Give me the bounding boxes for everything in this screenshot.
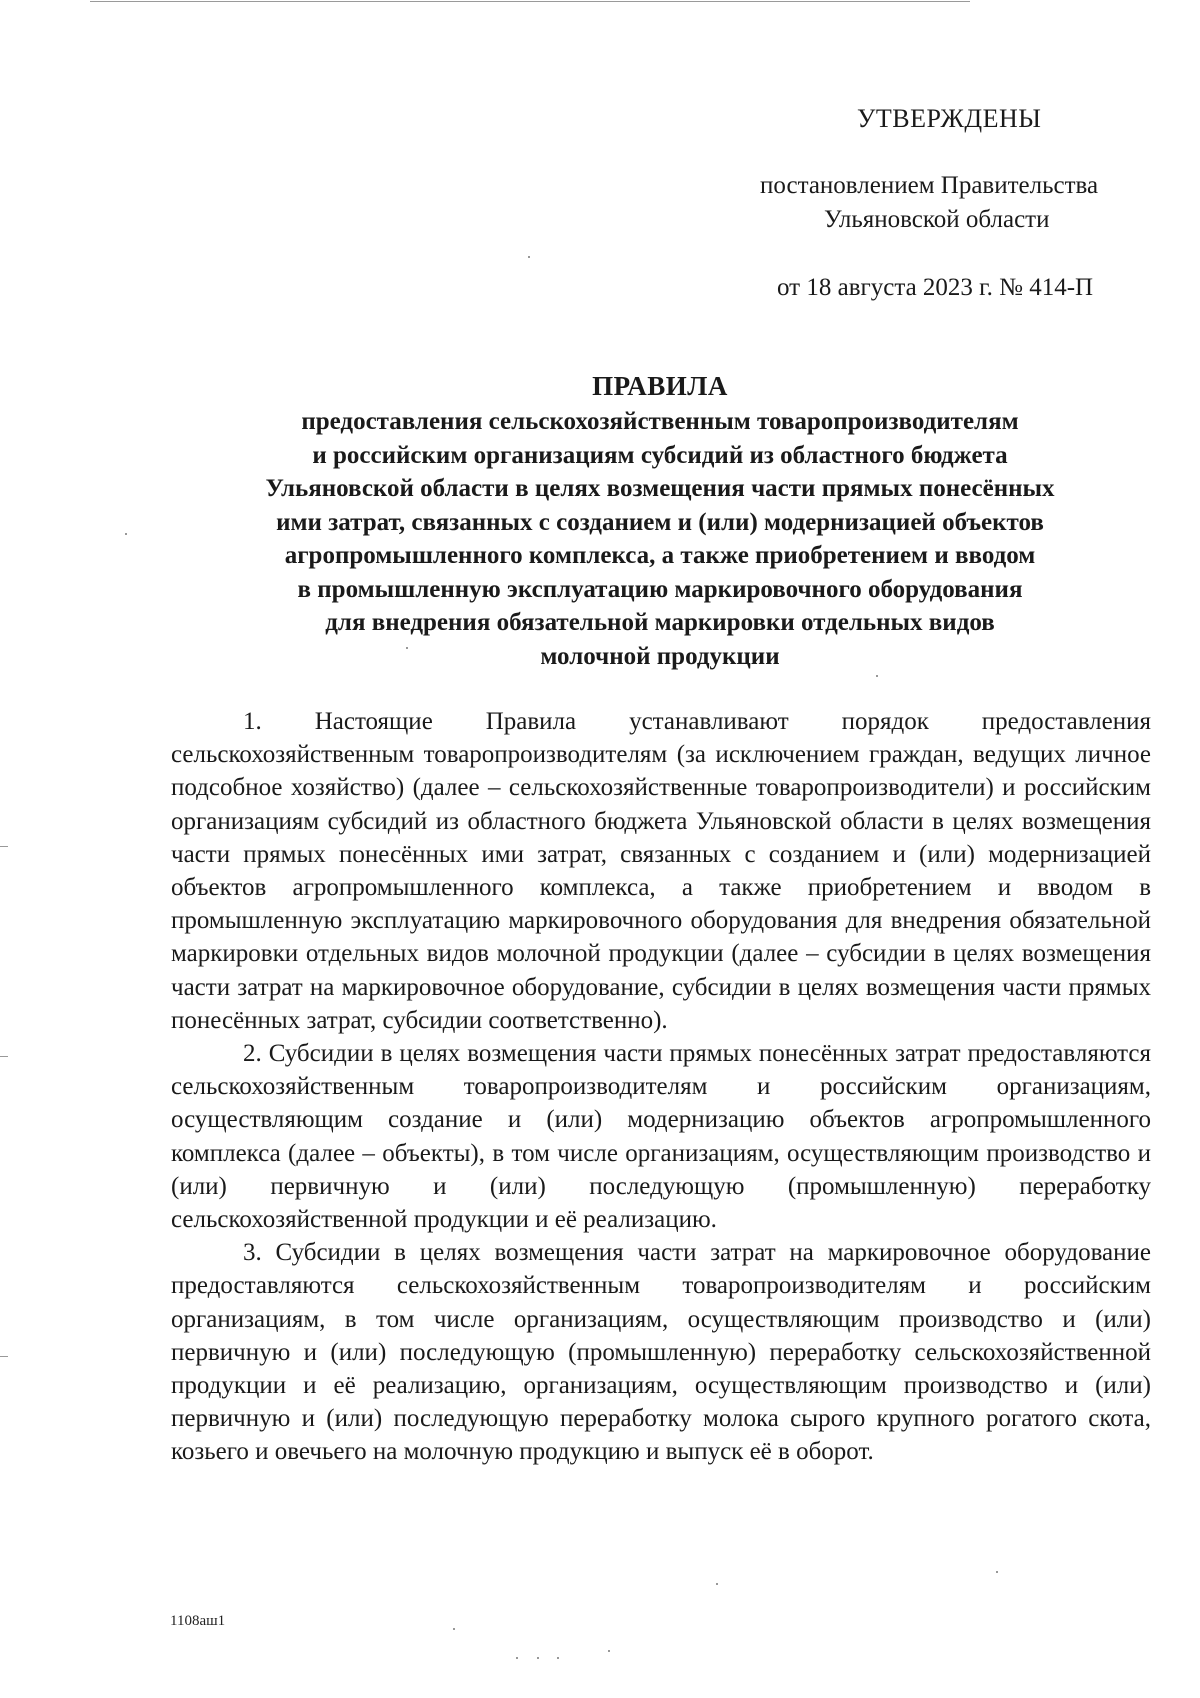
subtitle-line: агропромышленного комплекса, а также приобретением и вводом bbox=[284, 542, 1036, 569]
subtitle-line: молочной продукции bbox=[540, 642, 780, 670]
scan-edge-mark bbox=[0, 846, 8, 847]
scan-edge-mark bbox=[0, 1356, 8, 1357]
paragraph-3: 3. Субсидии в целях возмещения части затрат на маркировочное оборудование предоставляются сельскохозяйственным товаропроизводителям и российским организациям, в том числе организациям, осуществляющим производство и (или) первичную и (или) последующую (промышленную) переработку сельскохозяйственной продукции и её реализацию, организациям, осуществляющим производство и (или) первичную и (или) последующую переработку молока сырого крупного рогатого скота, козьего и овечьего на молочную продукцию и выпуск её в оборот. bbox=[171, 1239, 1151, 1466]
subtitle-line: ими затрат, связанных с созданием и (или) модернизацией объектов bbox=[276, 508, 1044, 536]
paragraph-1: 1. Настоящие Правила устанавливают порядок предоставления сельскохозяйственным товаропроизводителям (за исключением граждан, ведущих личное подсобное хозяйство) (далее – сельскохозяйственные товаропроизводители) и российским организациям субсидий из областного бюджета Ульяновской области в целях возмещения части прямых понесённых ими затрат, связанных с созданием и (или) модернизацией объектов агропромышленного комплекса, а также приобретением и вводом в промышленную эксплуатацию маркировочного оборудования для внедрения обязательной маркировки отдельных видов молочной продукции (далее – субсидии в целях возмещения части затрат на маркировочное оборудование, субсидии в целях возмещения части прямых понесённых затрат, субсидии соответственно). bbox=[171, 708, 1151, 1034]
scan-edge-mark bbox=[0, 1056, 8, 1057]
scan-speck bbox=[996, 1571, 998, 1573]
decree-date-number: от 18 августа 2023 г. № 414-П bbox=[777, 274, 1094, 301]
region-line: Ульяновской области bbox=[824, 206, 1050, 233]
scan-speck bbox=[537, 1657, 539, 1659]
scan-speck bbox=[516, 1657, 518, 1659]
subtitle-line: и российским организациям субсидий из областного бюджета bbox=[312, 441, 1008, 469]
subtitle-line: предоставления сельскохозяйственным товаропроизводителям bbox=[301, 408, 1019, 435]
scan-speck bbox=[876, 675, 878, 677]
scan-edge-line bbox=[90, 1, 970, 2]
scan-speck bbox=[528, 256, 530, 258]
scan-speck bbox=[557, 1657, 559, 1659]
document-code: 1108аш1 bbox=[170, 1613, 226, 1629]
document-title: ПРАВИЛА bbox=[592, 371, 728, 401]
approved-heading: УТВЕРЖДЕНЫ bbox=[857, 104, 1042, 133]
scan-speck bbox=[716, 1583, 718, 1585]
subtitle-line: для внедрения обязательной маркировки отдельных видов bbox=[325, 609, 995, 636]
decree-line: постановлением Правительства bbox=[760, 172, 1099, 199]
subtitle-line: Ульяновской области в целях возмещения части прямых понесённых bbox=[265, 475, 1055, 502]
document-title-block bbox=[172, 369, 1148, 673]
scan-speck bbox=[608, 1650, 610, 1652]
scan-speck bbox=[125, 533, 127, 535]
document-body bbox=[171, 705, 1151, 1469]
scan-speck bbox=[453, 1628, 455, 1630]
paragraph-2: 2. Субсидии в целях возмещения части прямых понесённых затрат предоставляются сельскохозяйственным товаропроизводителям и российским организациям, осуществляющим создание и (или) модернизацию объектов агропромышленного комплекса (далее – объекты), в том числе организациям, осуществляющим производство и (или) первичную и (или) последующую (промышленную) переработку сельскохозяйственной продукции и её реализацию. bbox=[171, 1040, 1151, 1234]
subtitle-line: в промышленную эксплуатацию маркировочного оборудования bbox=[297, 575, 1023, 603]
scan-speck bbox=[406, 647, 408, 649]
